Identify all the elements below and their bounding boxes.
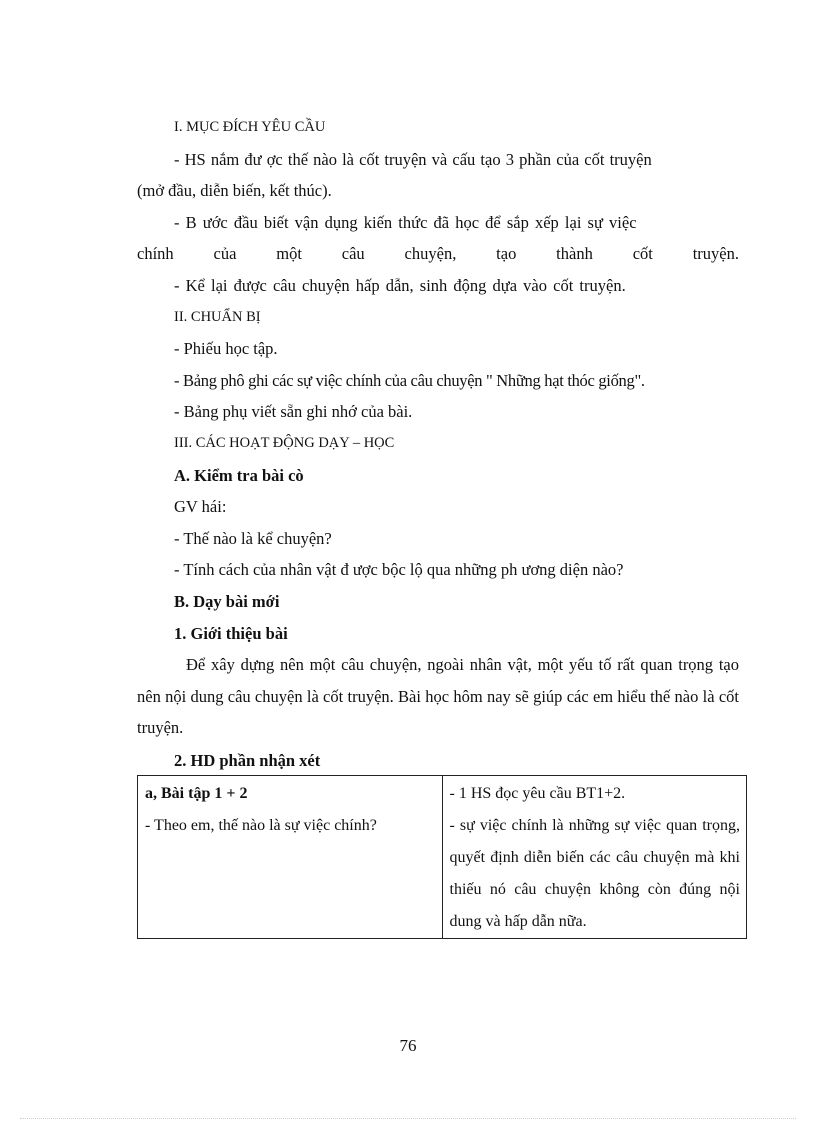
page-content xyxy=(137,112,739,776)
intro-paragraph: Để xây dựng nên một câu chuyện, ngoài nhân vật, một yếu tố rất quan trọng tạo nên nội dung câu chuyện là cốt truyện. Bài học hôm nay sẽ giúp các em hiểu thế nào là cốt truyện. xyxy=(137,655,739,738)
teacher-column xyxy=(138,776,443,939)
exercise-title: a, Bài tập 1 + 2 xyxy=(145,785,248,802)
paragraph-line: chính của một câu chuyện, tạo thành cốt truyện. xyxy=(137,244,739,264)
activity-table xyxy=(137,775,747,939)
student-activity: - 1 HS đọc yêu cầu BT1+2. xyxy=(449,785,626,802)
paragraph-line: - Thế nào là kể chuyện? xyxy=(174,528,332,548)
paragraph-line: - HS nắm đư ợc thế nào là cốt truyện và cấu tạo 3 phần của cốt truyện xyxy=(174,149,652,169)
subheading-part-b: B. Dạy bài mới xyxy=(174,591,280,611)
subheading-introduction: 1. Giới thiệu bài xyxy=(174,623,288,643)
paragraph-line: - Kể lại được câu chuyện hấp dẫn, sinh động dựa vào cốt truyện. xyxy=(174,275,626,295)
section-heading-purpose: I. MỤC ĐÍCH YÊU CẦU xyxy=(174,119,326,135)
section-heading-preparation: II. CHUẨN BỊ xyxy=(174,308,261,325)
section-heading-activities: III. CÁC HOẠT ĐỘNG DẠY – HỌC xyxy=(174,434,395,451)
teacher-question: - Theo em, thế nào là sự việc chính? xyxy=(145,817,377,834)
list-item: - Phiếu học tập. xyxy=(174,339,278,359)
student-column xyxy=(442,776,747,939)
subheading-part-a: A. Kiểm tra bài cò xyxy=(174,465,304,485)
page-number: 76 xyxy=(399,1036,417,1055)
paragraph-line: - B ước đầu biết vận dụng kiến thức đã học để sắp xếp lại sự việc xyxy=(174,212,637,232)
paragraph-line: (mở đầu, diễn biến, kết thúc). xyxy=(137,181,332,201)
activity-table-grid xyxy=(137,775,747,939)
table-row xyxy=(138,776,747,939)
list-item: - Bảng phô ghi các sự việc chính của câu chuyện " Những hạt thóc giống". xyxy=(174,370,645,390)
list-item: - Bảng phụ viết sẵn ghi nhớ của bài. xyxy=(174,402,413,422)
subheading-observation: 2. HD phần nhận xét xyxy=(174,750,321,770)
student-answer: - sự việc chính là những sự việc quan trọng, quyết định diễn biến các câu chuyện mà khi thiếu nó câu chuyện không còn đúng nội dung và hấp dẫn nữa. xyxy=(449,817,740,930)
page-bottom-divider xyxy=(20,1118,796,1119)
paragraph-line: GV hái: xyxy=(174,497,227,517)
paragraph-line: - Tính cách của nhân vật đ ược bộc lộ qua những ph ương diện nào? xyxy=(174,560,624,580)
